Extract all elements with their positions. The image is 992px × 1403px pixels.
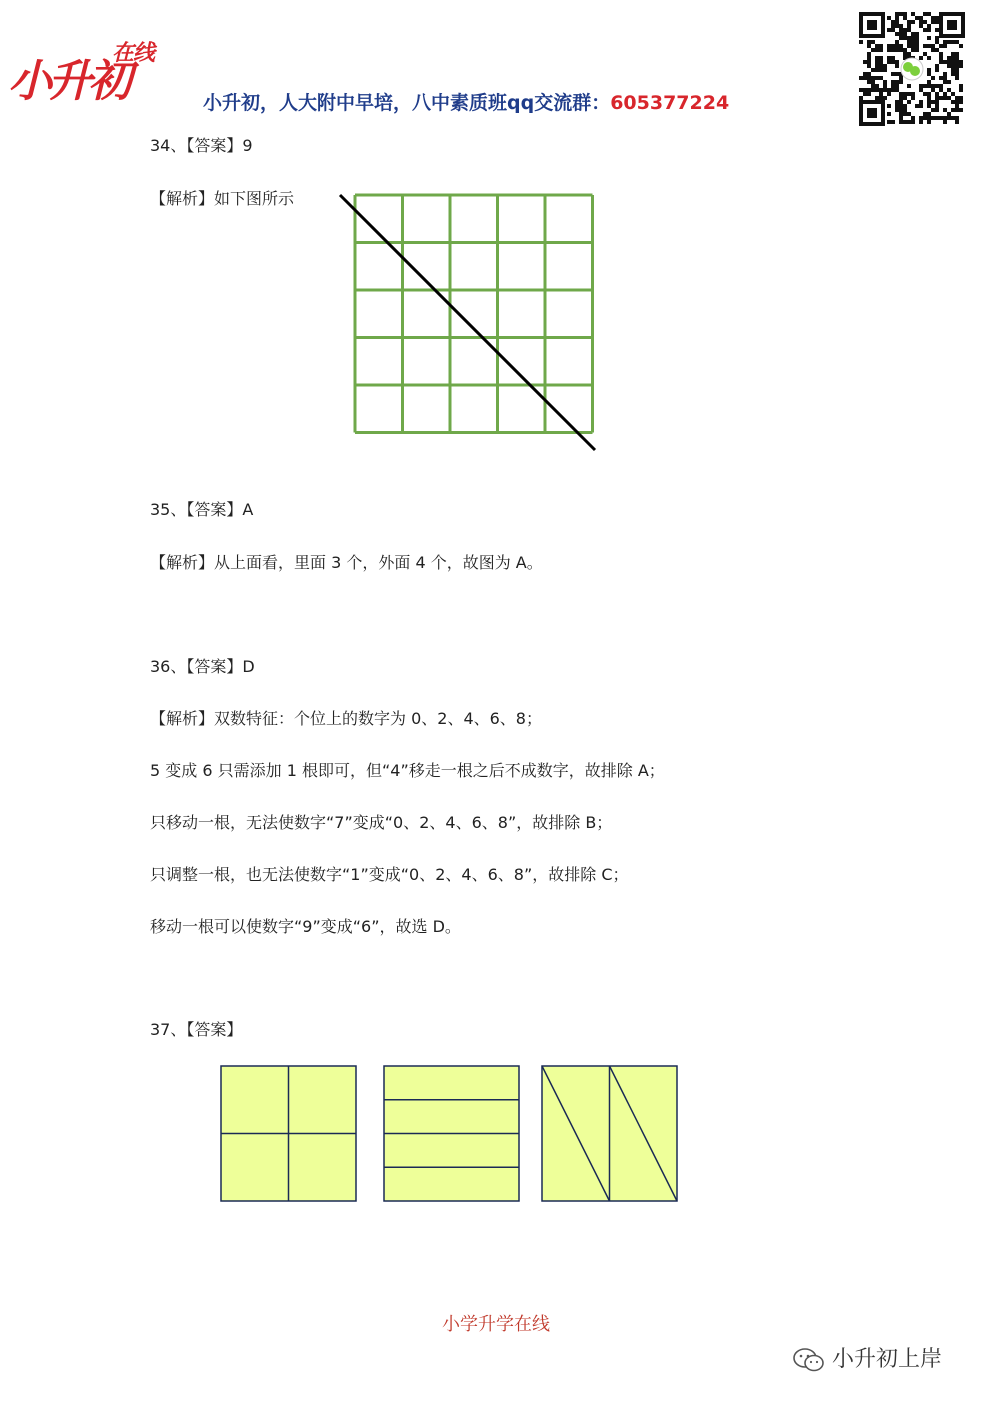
q34-answer: 34、【答案】9 (150, 136, 253, 155)
header-description: 小升初，人大附中早培，八中素质班qq交流群： (203, 92, 611, 114)
logo (8, 30, 173, 110)
qr-code (857, 10, 967, 128)
q35-answer: 35、【答案】A (150, 500, 254, 519)
wechat-icon (792, 1347, 826, 1373)
logo-main-text: 小升初 (8, 56, 128, 107)
header-text (203, 88, 729, 115)
q37-figure-quarters (220, 1065, 360, 1205)
q36-analysis-line: 只移动一根，无法使数字“7”变成“0、2、4、6、8”，故排除 B； (150, 813, 613, 832)
q36-analysis-line: 只调整一根，也无法使数字“1”变成“0、2、4、6、8”，故排除 C； (150, 865, 629, 884)
q37-figure-diagonal-strips (541, 1065, 681, 1205)
qq-group-number: 605377224 (610, 92, 730, 114)
q36-analysis-line: 移动一根可以使数字“9”变成“6”，故选 D。 (150, 917, 461, 936)
q36-answer: 36、【答案】D (150, 657, 255, 676)
q34-analysis: 【解析】如下图所示 (150, 189, 295, 208)
q34-grid-figure (330, 185, 610, 460)
q37-figure-horizontal-strips (383, 1065, 523, 1205)
wechat-account (792, 1342, 942, 1373)
q36-analysis-line: 【解析】双数特征：个位上的数字为 0、2、4、6、8； (150, 709, 542, 728)
q37-answer: 37、【答案】 (150, 1020, 243, 1039)
wechat-account-name: 小升初上岸 (832, 1347, 943, 1372)
q35-analysis: 【解析】从上面看，里面 3 个，外面 4 个，故图为 A。 (150, 553, 543, 572)
diagonal-line (340, 195, 595, 450)
q36-analysis-line: 5 变成 6 只需添加 1 根即可，但“4”移走一根之后不成数字，故排除 A； (150, 761, 665, 780)
logo-sub-text: 在线 (112, 41, 155, 66)
footer-brand: 小学升学在线 (442, 1314, 550, 1335)
